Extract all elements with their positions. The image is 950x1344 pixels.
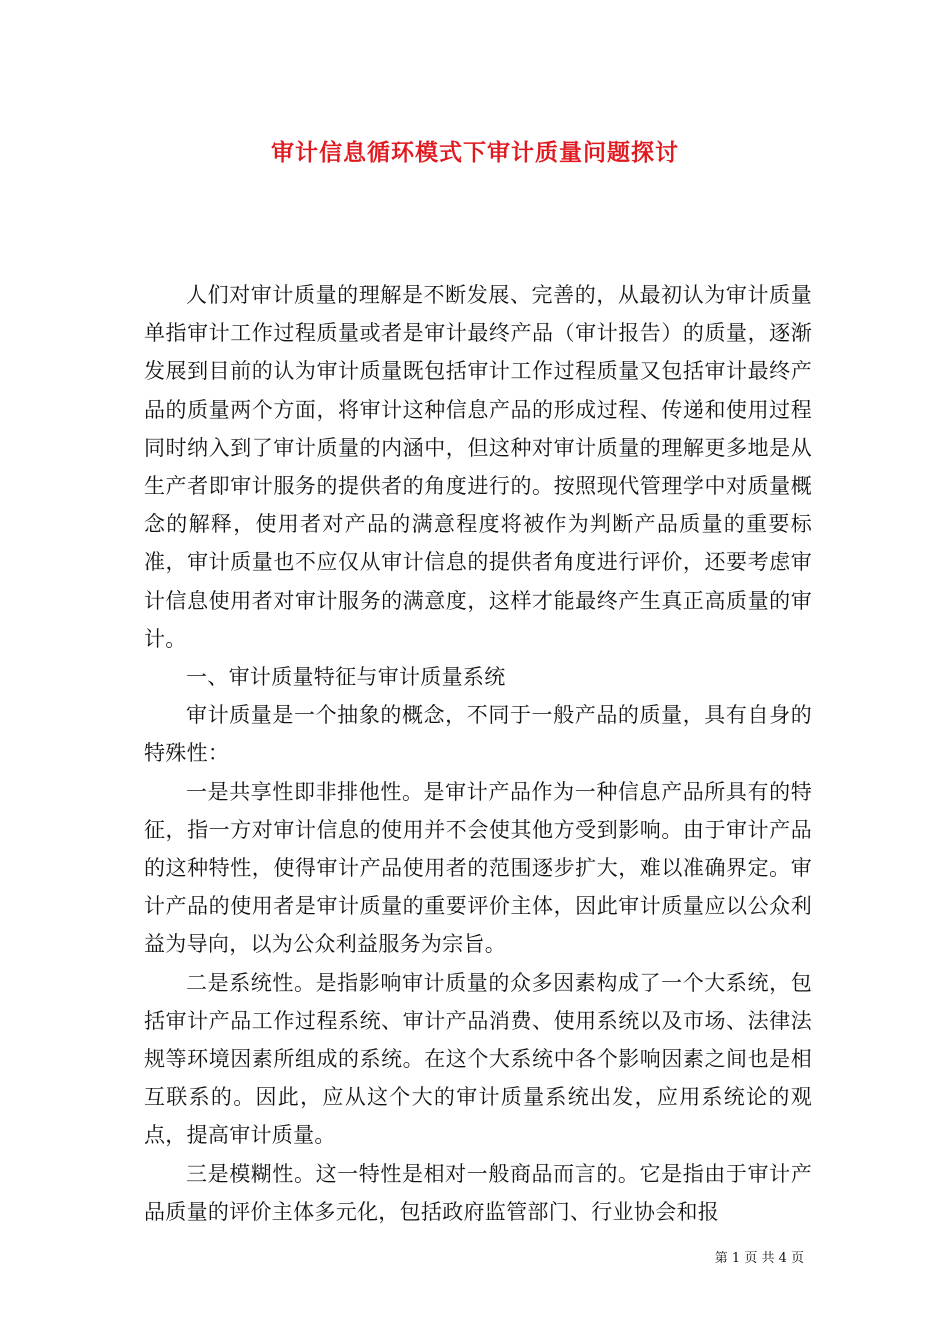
paragraph-sharing: 一是共享性即非排他性。是审计产品作为一种信息产品所具有的特征，指一方对审计信息的使用并不会使其他方受到影响。由于审计产品的这种特性，使得审计产品使用者的范围逐步扩大，难以准确界定。审计产品的使用者是审计质量的重要评价主体，因此审计质量应以公众利益为导向，以为公众利益服务为宗旨。: [144, 779, 812, 957]
section-heading: 一、审计质量特征与审计质量系统: [186, 665, 506, 690]
paragraph-systemic: 二是系统性。是指影响审计质量的众多因素构成了一个大系统，包括审计产品工作过程系统、审计产品消费、使用系统以及市场、法律法规等环境因素所组成的系统。在这个大系统中各个影响因素之间也是相互联系的。因此，应从这个大的审计质量系统出发，应用系统论的观点，提高审计质量。: [144, 970, 812, 1148]
paragraph-intro: 人们对审计质量的理解是不断发展、完善的，从最初认为审计质量单指审计工作过程质量或者是审计最终产品（审计报告）的质量，逐渐发展到目前的认为审计质量既包括审计工作过程质量又包括审计最终产品的质量两个方面，将审计这种信息产品的形成过程、传递和使用过程同时纳入到了审计质量的内涵中，但这种对审计质量的理解更多地是从生产者即审计服务的提供者的角度进行的。按照现代管理学中对质量概念的解释，使用者对产品的满意程度将被作为判断产品质量的重要标准，审计质量也不应仅从审计信息的提供者角度进行评价，还要考虑审计信息使用者对审计服务的满意度，这样才能最终产生真正高质量的审计。: [144, 283, 812, 651]
paragraph-quality-concept: 审计质量是一个抽象的概念，不同于一般产品的质量，具有自身的特殊性：: [144, 703, 812, 766]
document-body: [144, 276, 812, 1231]
document-title: 审计信息循环模式下审计质量问题探讨: [271, 139, 679, 166]
paragraph-fuzziness: 三是模糊性。这一特性是相对一般商品而言的。它是指由于审计产品质量的评价主体多元化，包括政府监管部门、行业协会和报: [144, 1161, 812, 1224]
page-number-footer: 第 1 页 共 4 页: [714, 1251, 804, 1266]
